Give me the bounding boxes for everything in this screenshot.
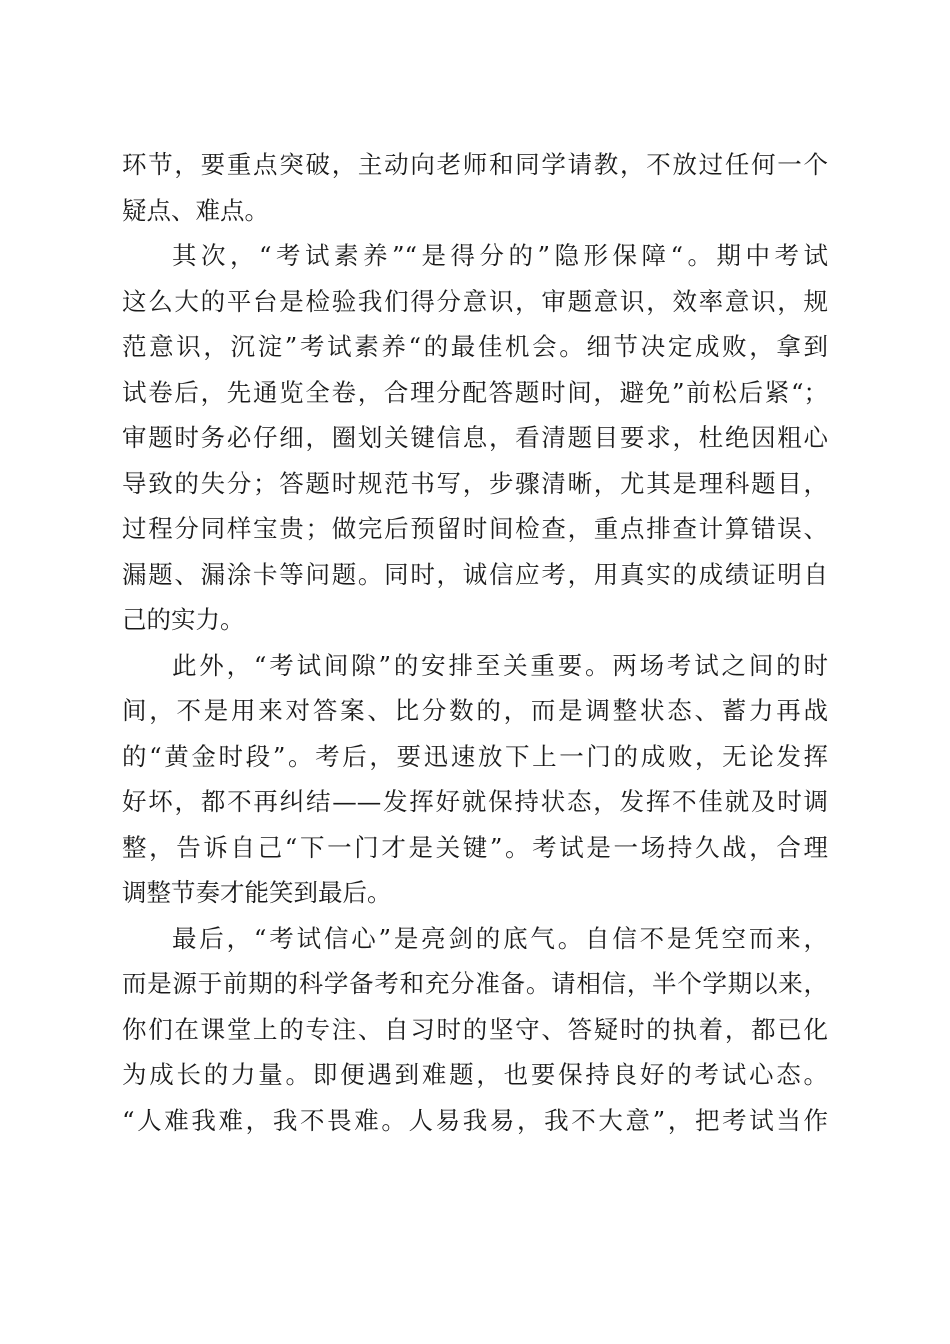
text-line: 环节，要重点突破，主动向老师和同学请教，不放过任何一个	[122, 150, 828, 179]
text-line: 漏题、漏涂卡等问题。同时，诚信应考，用真实的成绩证明自	[122, 559, 828, 589]
text-line: 疑点、难点。	[122, 195, 269, 225]
text-line: 而是源于前期的科学备考和充分准备。请相信，半个学期以来，	[122, 969, 828, 998]
paragraph-start-line: 其次，“考试素养”“是得分的”隐形保障“。期中考试	[172, 241, 828, 270]
text-line: 审题时务必仔细，圈划关键信息，看清题目要求，杜绝因粗心	[122, 423, 828, 452]
paragraph-start-line: 此外，“考试间隙”的安排至关重要。两场考试之间的时	[172, 650, 828, 680]
text-line: 这么大的平台是检验我们得分意识，审题意识，效率意识，规	[122, 286, 828, 316]
document-body	[122, 142, 828, 1143]
text-line: 试卷后，先通览全卷，合理分配答题时间，避免”前松后紧“；	[122, 377, 828, 407]
text-line: 导致的失分；答题时规范书写，步骤清晰，尤其是理科题目，	[122, 468, 828, 498]
paragraph-start-line: 最后，“考试信心”是亮剑的底气。自信不是凭空而来，	[172, 923, 828, 953]
text-line: 间，不是用来对答案、比分数的，而是调整状态、蓄力再战	[122, 696, 828, 725]
text-line: 过程分同样宝贵；做完后预留时间检查，重点排查计算错误、	[122, 514, 828, 543]
text-line: 己的实力。	[122, 605, 245, 634]
text-line: 范意识，沉淀”考试素养“的最佳机会。细节决定成败，拿到	[122, 332, 828, 361]
text-line: 好坏，都不再纠结——发挥好就保持状态，发挥不佳就及时调	[122, 787, 828, 816]
text-line: 为成长的力量。即便遇到难题，也要保持良好的考试心态。	[122, 1060, 828, 1089]
text-line: 你们在课堂上的专注、自习时的坚守、答疑时的执着，都已化	[122, 1014, 828, 1044]
text-line: 的“黄金时段”。考后，要迅速放下上一门的成败，无论发挥	[122, 741, 828, 771]
text-line: 整，告诉自己“下一门才是关键”。考试是一场持久战，合理	[122, 832, 828, 862]
text-line: “人难我难，我不畏难。人易我易，我不大意”，把考试当作	[122, 1105, 828, 1135]
text-line: 调整节奏才能笑到最后。	[122, 878, 392, 907]
